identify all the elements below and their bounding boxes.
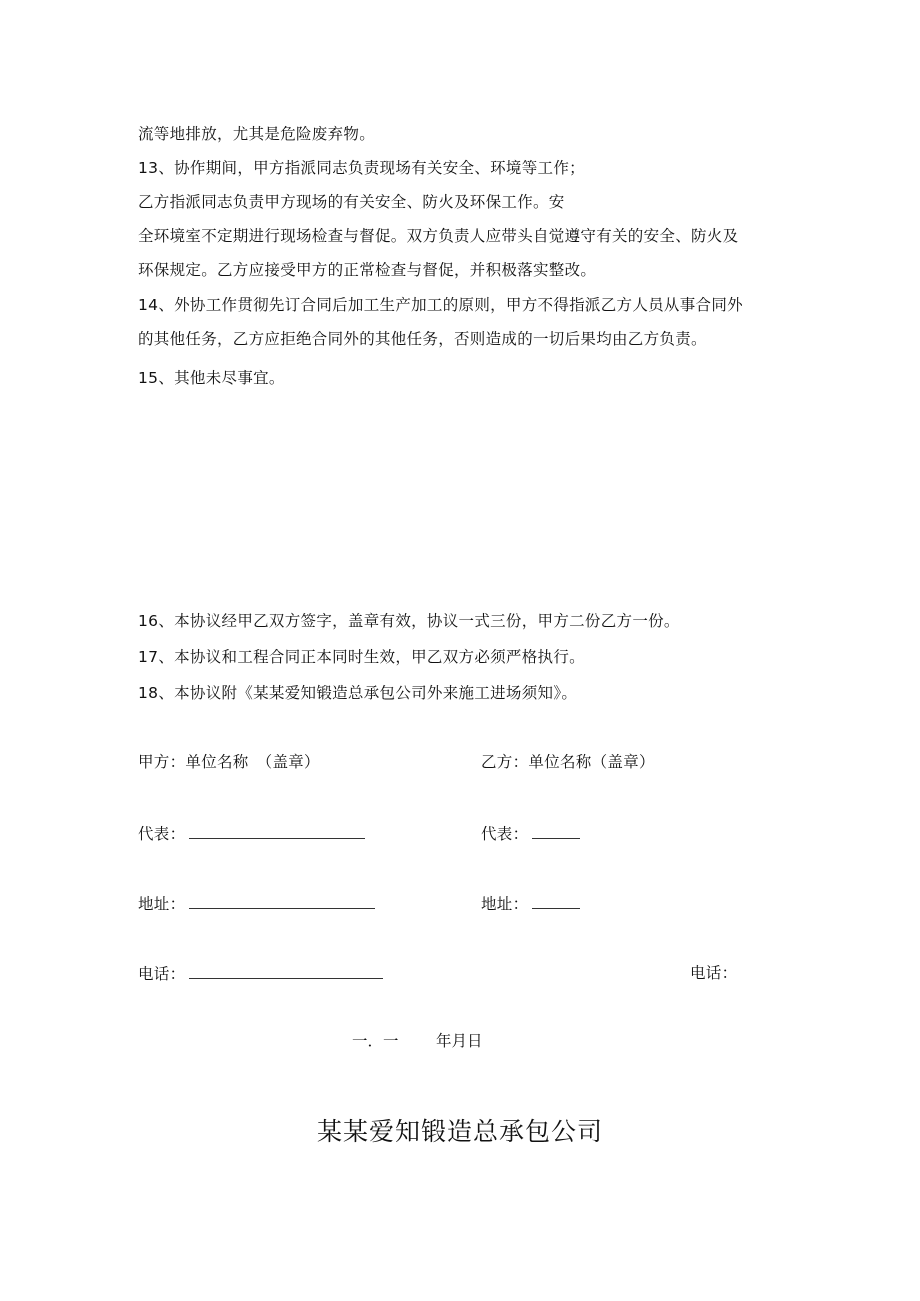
date-prefix: 一．一 (352, 1032, 399, 1050)
clause-13-line-3: 全环境室不定期进行现场检查与督促。双方负责人应带头自觉遵守有关的安全、防火及 (138, 227, 739, 245)
party-a-rep-row (138, 823, 365, 844)
clause-13-line-2: 乙方指派同志负责甲方现场的有关安全、防火及环保工作。安 (138, 193, 565, 211)
party-a-phone-field[interactable] (189, 963, 383, 979)
date-suffix: 年月日 (436, 1032, 483, 1050)
clause-18: 18、本协议附《某某爱知锻造总承包公司外来施工进场须知》。 (138, 684, 578, 702)
clause-17: 17、本协议和工程合同正本同时生效，甲乙双方必须严格执行。 (138, 648, 585, 666)
clause-line-1: 流等地排放，尤其是危险废弃物。 (138, 125, 376, 143)
clause-14-line-2: 的其他任务，乙方应拒绝合同外的其他任务，否则造成的一切后果均由乙方负责。 (138, 330, 707, 348)
clause-13-line-4: 环保规定。乙方应接受甲方的正常检查与督促，并积极落实整改。 (138, 261, 597, 279)
party-a-address-row (138, 893, 375, 914)
party-a-rep-label: 代表： (138, 825, 186, 843)
party-b-phone-label: 电话： (690, 964, 738, 982)
clause-14-line-1: 14、外协工作贯彻先订合同后加工生产加工的原则，甲方不得指派乙方人员从事合同外 (138, 296, 743, 314)
clause-15: 15、其他未尽事宜。 (138, 369, 285, 387)
party-b-address-label: 地址： (481, 895, 529, 913)
party-b-address-row (481, 893, 580, 914)
clause-13-line-1: 13、协作期间，甲方指派同志负责现场有关安全、环境等工作； (138, 159, 585, 177)
clause-16: 16、本协议经甲乙双方签字，盖章有效，协议一式三份，甲方二份乙方一份。 (138, 612, 680, 630)
party-a-phone-row (138, 963, 383, 984)
company-name: 某某爱知锻造总承包公司 (316, 1117, 603, 1146)
party-a-address-field[interactable] (189, 893, 375, 909)
party-b-rep-field[interactable] (532, 823, 580, 839)
party-b-address-field[interactable] (532, 893, 580, 909)
party-a-rep-field[interactable] (189, 823, 365, 839)
party-a-address-label: 地址： (138, 895, 186, 913)
party-b-rep-row (481, 823, 580, 844)
party-b-rep-label: 代表： (481, 825, 529, 843)
party-a-phone-label: 电话： (138, 965, 186, 983)
party-a-unit: 甲方：单位名称 （盖章） (138, 753, 320, 771)
party-b-unit: 乙方：单位名称（盖章） (481, 753, 655, 771)
